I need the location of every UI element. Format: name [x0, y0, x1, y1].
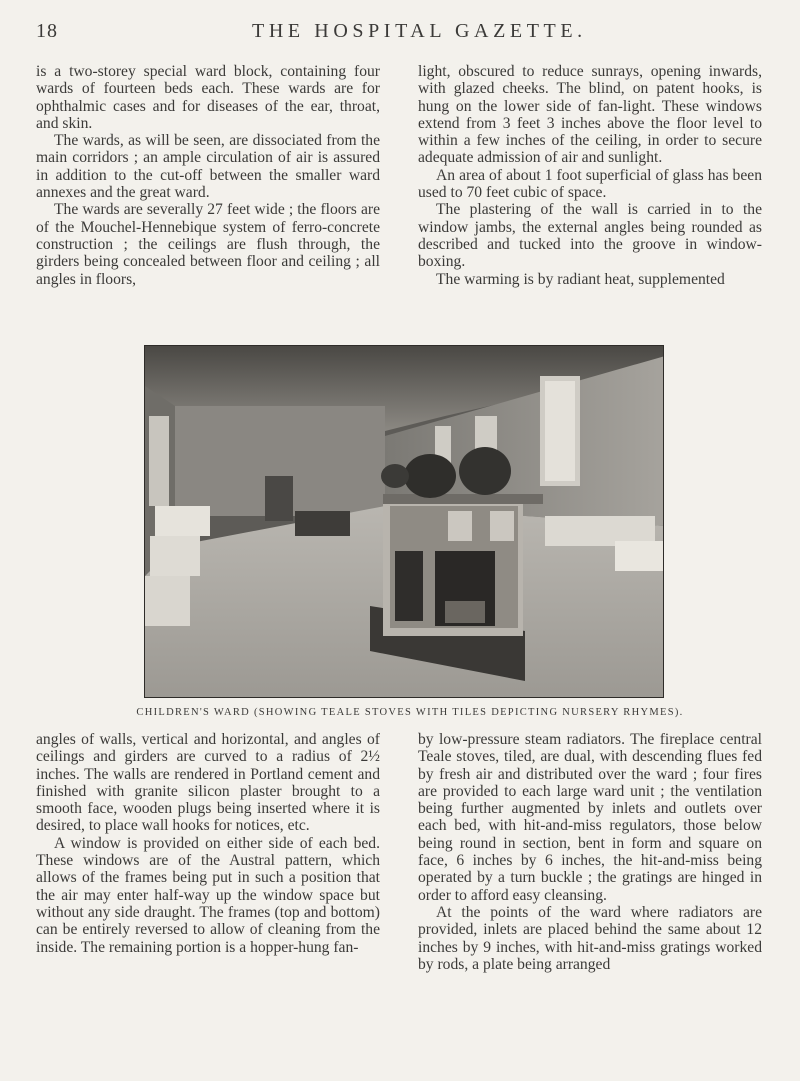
ward-photograph	[144, 345, 664, 698]
page-number: 18	[36, 20, 58, 42]
column-bottom-left	[36, 731, 380, 956]
paragraph: The wards, as will be seen, are dissociated from the main corridors ; an ample circulation of air is assured in addition to the cut-off between the smaller ward annexes and the great ward.	[36, 132, 380, 202]
column-bottom-right	[418, 731, 762, 973]
paragraph: The plastering of the wall is carried in to the window jambs, the external angles being rounded as described and tucked into the groove in window-boxing.	[418, 201, 762, 271]
paragraph: angles of walls, vertical and horizontal, and angles of ceilings and girders are curved to a radius of 2½ inches. The walls are rendered in Portland cement and finished with granite silicon plaster brought to a smooth face, wooden plugs being inserted where it is desired, to place wall hooks for notices, etc.	[36, 731, 380, 835]
paragraph: The wards are severally 27 feet wide ; the floors are of the Mouchel-Hennebique system of ferro-concrete construction ; the ceilings are flush through, the girders being concealed between floor and ceiling ; all angles in floors,	[36, 201, 380, 288]
paragraph: is a two-storey special ward block, containing four wards of fourteen beds each. These wards are for ophthalmic cases and for diseases of the ear, throat, and skin.	[36, 63, 380, 132]
paragraph: light, obscured to reduce sunrays, opening inwards, with glazed cheeks. The blind, on patent hooks, is hung on the lower side of fan-light. These windows extend from 3 feet 3 inches above the floor level to within a few inches of the ceiling, in order to secure adequate admission of air and sunlight.	[418, 63, 762, 167]
column-top-left	[36, 63, 380, 288]
paragraph: At the points of the ward where radiators are provided, inlets are placed behind the same about 12 inches by 9 inches, with hit-and-miss gratings worked by rods, a plate being arranged	[418, 903, 762, 973]
running-title: THE HOSPITAL GAZETTE.	[252, 20, 587, 42]
photo-illustration	[145, 346, 664, 698]
paragraph: A window is provided on either side of each bed. These windows are of the Austral pattern, which allows of the frames being put in such a position that the air may enter half-way up the window space but without any side draught. The frames (top and bottom) can be entirely reversed to allow of cleaning from the inside. The remaining portion is a hopper-hung fan-	[36, 834, 380, 956]
paragraph: by low-pressure steam radiators. The fireplace central Teale stoves, tiled, are dual, with descending flues fed by fresh air and distributed over the ward ; four fires are provided to each large ward unit ; the ventilation being further augmented by inlets and outlets over each bed, with hit-and-miss regulators, those below being round in section, bent in form and square on face, 6 inches by 6 inches, the hit-and-miss being operated by a turn buckle ; the gratings are hinged in order to afford easy cleansing.	[418, 731, 762, 904]
paragraph: An area of about 1 foot superficial of glass has been used to 70 feet cubic of space.	[418, 166, 762, 202]
page-header	[0, 0, 800, 52]
figure-caption: CHILDREN'S WARD (SHOWING TEALE STOVES WITH TILES DEPICTING NURSERY RHYMES).	[136, 707, 684, 718]
paragraph: The warming is by radiant heat, supplemented	[436, 270, 725, 288]
column-top-right	[418, 63, 762, 288]
